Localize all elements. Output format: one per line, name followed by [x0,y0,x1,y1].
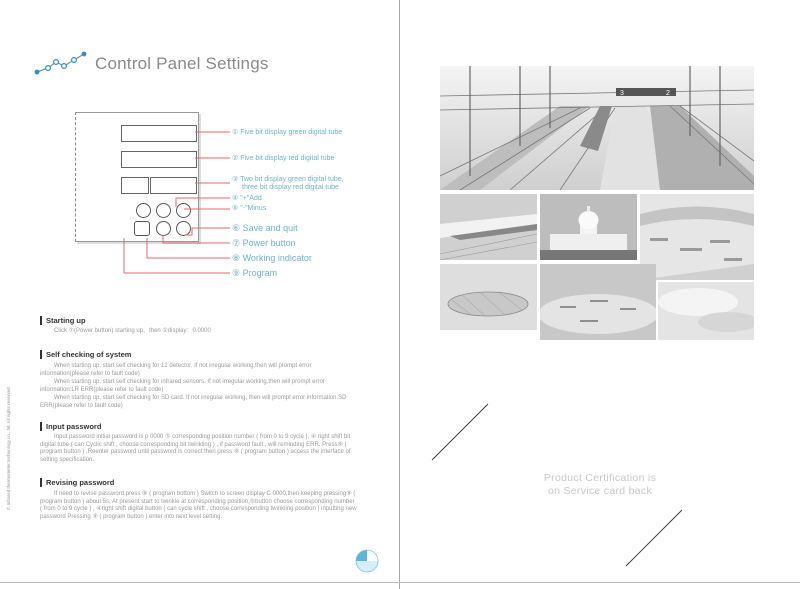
section-heading-starting-up: Starting up [40,316,86,325]
paragraph: When starting up, start self checking for SD card. If not irregular working, then will prompt error information:SD ERR(please refer to fault code) [40,395,347,409]
paragraph: When starting up, start self checking for 12 detector. If not irregular working,then will prompt error information(please refer to fault code) [40,363,312,377]
section-heading-self-checking: Self checking of system [40,350,131,359]
label-minus: ⑤ "-"Minus [232,205,267,212]
paragraph: If need to revise password,press ⑨ ( program bottom ) Switch to screen display C 0000,then keeping pressing⑨ ( program button ) about 5s, At present start to twinkle at corresponding position,⑤button choose corresponding number ( from 0 to 9 cycle ) , ④right shift digital button ( can cycle shift , choose corresponding twinkling position ) inputting new password Pressing ⑨ ( program button ) enter into next level setting. [40,491,357,520]
leader-lines [0,0,400,300]
platform-number-2: 2 [666,90,670,97]
label-add: ④ "+"Add [232,195,262,202]
diagonal-mark-lower [624,506,684,568]
page-title: Control Panel Settings [95,54,269,73]
diagonal-mark-upper [430,400,490,462]
cert-line-2: on Service card back [547,485,653,497]
label-working-indicator: ⑧ Working indicator [232,253,312,263]
bottom-rule [0,582,800,583]
label-power-button: ⑦ Power button [232,238,296,248]
stadium-photo [440,264,537,330]
high-speed-train-photo [440,194,537,260]
label-display-two: ② Five bit display red digital tube [232,155,335,162]
railway-station-photo [440,66,754,190]
label-program: ⑨ Program [232,268,278,278]
page-corner-pie-icon [354,548,380,574]
sky-photo [658,282,754,340]
label-display-three-cont: three bit display red digital tube [242,184,339,191]
section-heading-revising-password: Revising password [40,478,114,487]
paragraph: When starting up, start self checking for infrared sensors. If not irregular working,then will prompt error information:LR ERR(please refer to fault code) [40,379,325,393]
platform-number-3: 3 [620,90,624,97]
vertical-copyright-note: © Infrared thermometer technology co., ltd. All rights reserved [6,387,11,510]
paragraph: Click ⑦(Power button) starting up，then ①display：0.0000 [54,328,211,334]
section-heading-input-password: Input password [40,422,101,431]
airport-terminal-photo [540,264,656,340]
product-certification-note [490,472,710,498]
paragraph: Input password initial password is p 0000 ⑤ corresponding position number ( from 0 to 9 cycle ), ④ right shift bit digital tube ( can Cyclic shift , choose corresponding bit twinkling ) , if password fault , will reminding ERR. Press⑨ ( program button ) ,Reenter password until password is correct then press ⑨ ( program button ) access the interface of setting specification. [40,434,351,463]
label-display-three: ③ Two bit display green digital tube, [232,176,344,183]
airport-photo [640,194,754,280]
label-save-and-quit: ⑥ Save and quit [232,223,298,233]
label-display-one: ① Five bit display green digital tube [232,129,343,136]
capitol-building-photo [540,194,637,260]
cert-line-1: Product Certification is [543,472,657,484]
right-page [400,0,800,589]
